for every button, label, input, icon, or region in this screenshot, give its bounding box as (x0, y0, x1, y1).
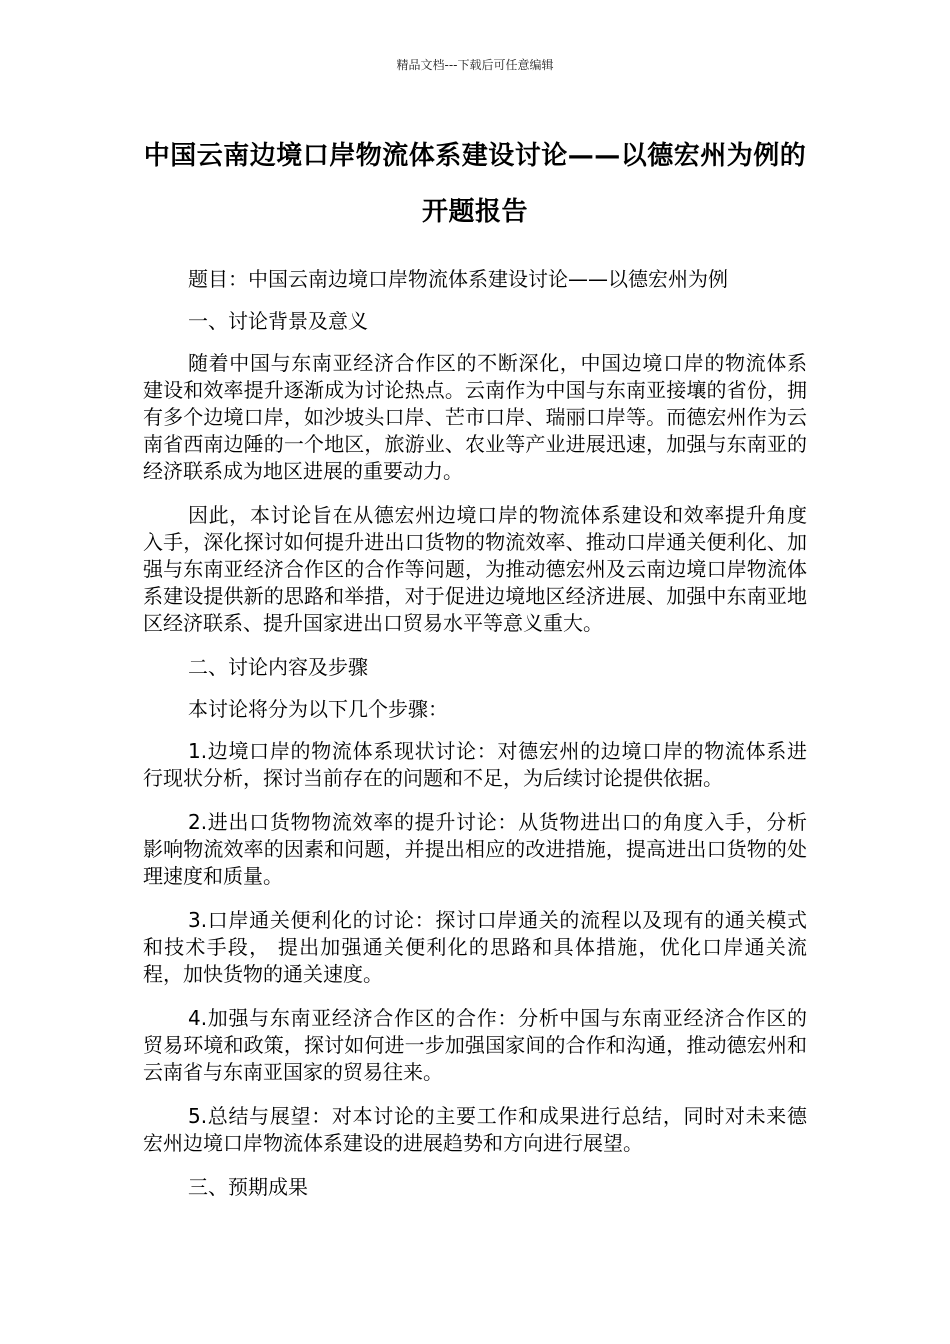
step-item-5: 5.总结与展望：对本讨论的主要工作和成果进行总结，同时对未来德宏州边境口岸物流体系建设的进展趋势和方向进行展望。 (143, 1104, 807, 1155)
document-body (143, 266, 807, 1216)
section-heading-background: 一、讨论背景及意义 (188, 309, 368, 333)
step-item-1: 1.边境口岸的物流体系现状讨论：对德宏州的边境口岸的物流体系进行现状分析，探讨当前存在的问题和不足，为后续讨论提供依据。 (143, 739, 807, 790)
step-item-2: 2.进出口货物物流效率的提升讨论：从货物进出口的角度入手，分析影响物流效率的因素和问题，并提出相应的改进措施，提高进出口货物的处理速度和质量。 (143, 810, 807, 888)
step-item-3: 3.口岸通关便利化的讨论：探讨口岸通关的流程以及现有的通关模式和技术手段， 提出加强通关便利化的思路和具体措施，优化口岸通关流程，加快货物的通关速度。 (143, 908, 807, 986)
section-heading-content-steps: 二、讨论内容及步骤 (188, 655, 368, 679)
paragraph-significance: 因此，本讨论旨在从德宏州边境口岸的物流体系建设和效率提升角度入手，深化探讨如何提升进出口货物的物流效率、推动口岸通关便利化、加强与东南亚经济合作区的合作等问题，为推动德宏州及云南边境口岸物流体系建设提供新的思路和举措，对于促进边境地区经济进展、加强中东南亚地区经济联系、提升国家进出口贸易水平等意义重大。 (143, 503, 807, 635)
step-item-4: 4.加强与东南亚经济合作区的合作：分析中国与东南亚经济合作区的贸易环境和政策，探讨如何进一步加强国家间的合作和沟通，推动德宏州和云南省与东南亚国家的贸易往来。 (143, 1006, 807, 1084)
topic-line: 题目：中国云南边境口岸物流体系建设讨论——以德宏州为例 (188, 267, 728, 291)
page-header-watermark: 精品文档---下载后可任意编辑 (396, 58, 554, 72)
paragraph-background: 随着中国与东南亚经济合作区的不断深化，中国边境口岸的物流体系建设和效率提升逐渐成为讨论热点。云南作为中国与东南亚接壤的省份，拥有多个边境口岸，如沙坡头口岸、芒市口岸、瑞丽口岸等。而德宏州作为云南省西南边陲的一个地区，旅游业、农业等产业进展迅速，加强与东南亚的经济联系成为地区进展的重要动力。 (143, 351, 807, 483)
paragraph-steps-intro: 本讨论将分为以下几个步骤： (188, 697, 448, 721)
document-title: 中国云南边境口岸物流体系建设讨论——以德宏州为例的开题报告 (143, 141, 807, 227)
section-heading-expected-results: 三、预期成果 (188, 1175, 308, 1199)
